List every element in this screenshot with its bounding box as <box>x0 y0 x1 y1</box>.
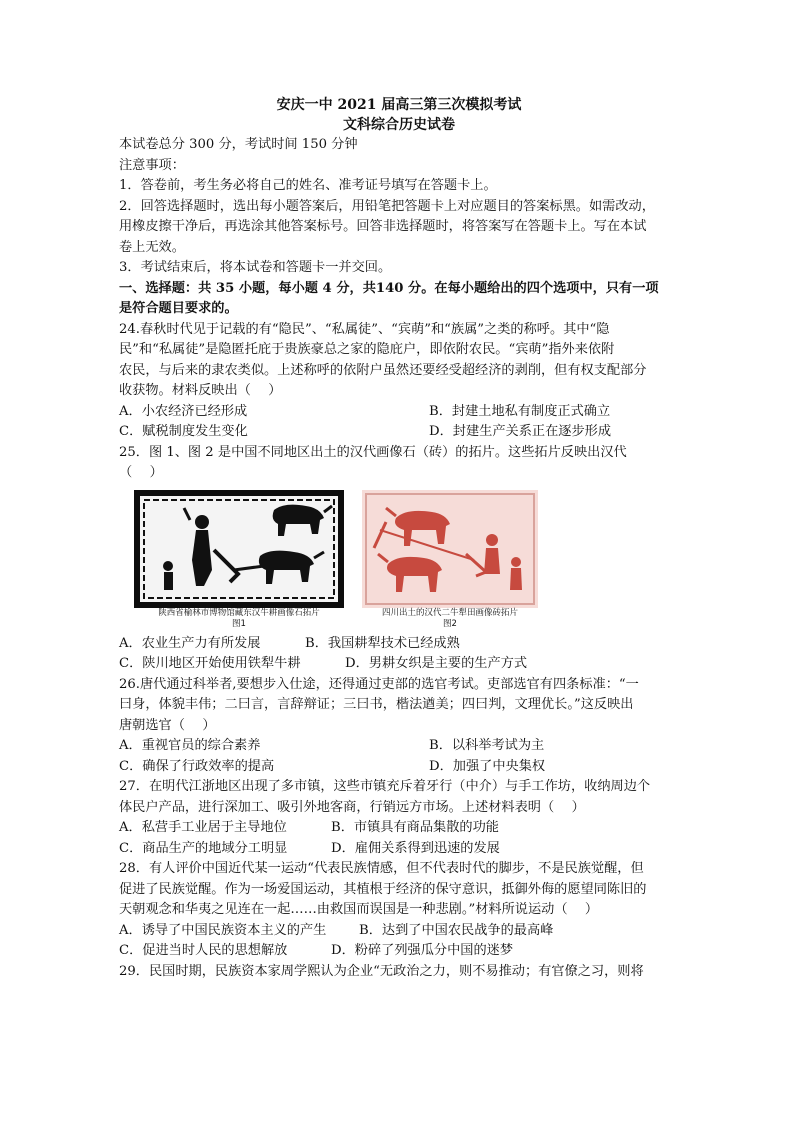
note-2-line-1: 2．回答选择题时，选出每小题答案后，用铅笔把答题卡上对应题目的答案标黑。如需改动， <box>119 198 655 214</box>
q28-option-d: D．粉碎了列强瓜分中国的迷梦 <box>331 943 514 958</box>
figure-1 <box>129 490 349 630</box>
q27-option-a: A．私营手工业居于主导地位 <box>119 820 287 835</box>
q25-figures <box>119 484 679 634</box>
q28-line-2: 促进了民族觉醒。作为一场爱国运动，其植根于经济的保守意识，抵御外侮的愿望同陈旧的 <box>119 881 647 897</box>
q26-line-3: 唐朝选官（ ） <box>119 717 216 733</box>
q25-option-c: C．陕川地区开始使用铁犁牛耕 <box>119 656 301 671</box>
q28-options-row-2 <box>119 941 679 962</box>
q25-line-1: 25．图 1、图 2 是中国不同地区出土的汉代画像石（砖）的拓片。这些拓片反映出汉代 <box>119 444 627 460</box>
q25-option-a: A．农业生产力有所发展 <box>119 635 261 651</box>
figure-1-caption: 陕西省榆林市博物馆藏东汉牛耕画像石拓片 <box>158 607 320 618</box>
exam-subtitle: 文科综合历史试卷 <box>343 117 455 133</box>
q24-option-a: A．小农经济已经形成 <box>119 403 248 419</box>
q27-options-row-2 <box>119 839 679 860</box>
q27-options-row-1 <box>119 818 679 839</box>
q27-option-d: D．雇佣关系得到迅速的发展 <box>331 840 500 856</box>
exam-title: 安庆一中 2021 届高三第三次模拟考试 <box>276 97 522 113</box>
q28-option-a: A．诱导了中国民族资本主义的产生 <box>119 922 327 938</box>
figure-2-label: 图2 <box>443 618 457 629</box>
q27-line-2: 体民户产品，进行深加工、吸引外地客商，行销远方市场。上述材料表明（ ） <box>119 799 585 815</box>
q26-options-row-1 <box>119 736 679 757</box>
q24-line-4: 收获物。材料反映出（ ） <box>119 383 282 398</box>
q26-option-b: B．以科举考试为主 <box>429 738 545 753</box>
notes-title: 注意事项： <box>119 157 185 173</box>
note-2-line-2: 用橡皮擦干净后，再选涂其他答案标号。回答非选择题时，将答案写在答题卡上。写在本试 <box>119 219 647 234</box>
q28-line-3: 天朝观念和华夷之见连在一起……由救国而误国是一种悲剧。”材料所说运动（ ） <box>119 902 599 917</box>
figure-2-caption: 四川出土的汉代二牛犁田画像砖拓片 <box>381 607 518 618</box>
figure-2 <box>355 490 545 630</box>
q26-option-a: A．重视官员的综合素养 <box>119 738 261 753</box>
q25-line-2: （ ） <box>119 465 163 480</box>
q26-option-d: D．加强了中央集权 <box>429 758 546 774</box>
q29-line-1: 29．民国时期，民族资本家周学熙认为企业“无政治之力，则不易推动；有官僚之习，则将 <box>119 963 644 979</box>
q26-line-2: 曰身，体貌丰伟；二曰言，言辞辩证；三曰书，楷法遒美；四曰判，文理优长。”这反映出 <box>119 697 634 712</box>
q28-option-c: C．促进当时人民的思想解放 <box>119 943 288 958</box>
q27-option-c: C．商品生产的地域分工明显 <box>119 840 288 856</box>
ox-plough-stone-rubbing-image <box>134 490 344 608</box>
q25-option-b: B．我国耕犁技术已经成熟 <box>305 635 460 651</box>
section-heading-line-2: 是符合题目要求的。 <box>119 301 238 316</box>
q24-line-2: 民”和“私属徒”是隐匿托庇于贵族豪总之家的隐庇户，即依附农民。“宾萌”指外来依附 <box>119 342 615 357</box>
note-2-line-3: 卷上无效。 <box>119 239 185 255</box>
q26-options-row-2 <box>119 757 679 778</box>
q24-line-1: 24.春秋时代见于记载的有“隐民”、“私属徒”、“宾萌”和“族属”之类的称呼。其中“隐 <box>119 321 610 337</box>
q27-line-1: 27．在明代江浙地区出现了多市镇，这些市镇充斥着牙行（中介）与手工作坊，收纳周边个 <box>119 779 651 794</box>
q26-line-1: 26.唐代通过科举者,要想步入仕途，还得通过吏部的选官考试。吏部选官有四条标准：“一 <box>119 676 639 692</box>
q25-options-row-1 <box>119 634 679 655</box>
figure-1-label: 图1 <box>232 618 246 629</box>
q24-option-b: B．封建土地私有制度正式确立 <box>429 403 611 419</box>
q25-option-d: D．男耕女织是主要的生产方式 <box>345 656 528 671</box>
q25-options-row-2 <box>119 654 679 675</box>
q28-line-1: 28．有人评价中国近代某一运动“代表民族情感，但不代表时代的脚步，不是民族觉醒，但 <box>119 861 644 876</box>
q28-option-b: B．达到了中国农民战争的最高峰 <box>359 922 554 938</box>
exam-page <box>119 95 679 982</box>
two-ox-plough-brick-rubbing-image <box>362 490 538 608</box>
q28-options-row-1 <box>119 921 679 942</box>
section-heading-line-1: 一、选择题：共 35 小题，每小题 4 分，共140 分。在每小题给出的四个选项中，只有一项 <box>119 280 659 296</box>
q24-options-row-2 <box>119 422 679 443</box>
q24-option-c: C．赋税制度发生变化 <box>119 424 248 439</box>
q24-line-3: 农民，与后来的隶农类似。上述称呼的依附户虽然还要经受超经济的剥削，但有权支配部分 <box>119 362 647 378</box>
q24-option-d: D．封建生产关系正在逐步形成 <box>429 424 612 439</box>
note-1: 1．答卷前，考生务必将自己的姓名、准考证号填写在答题卡上。 <box>119 178 497 193</box>
q24-options-row-1 <box>119 402 679 423</box>
exam-meta: 本试卷总分 300 分，考试时间 150 分钟 <box>119 137 358 152</box>
note-3: 3．考试结束后，将本试卷和答题卡一并交回。 <box>119 260 392 275</box>
q26-option-c: C．确保了行政效率的提高 <box>119 758 275 774</box>
q27-option-b: B．市镇具有商品集散的功能 <box>331 820 499 835</box>
